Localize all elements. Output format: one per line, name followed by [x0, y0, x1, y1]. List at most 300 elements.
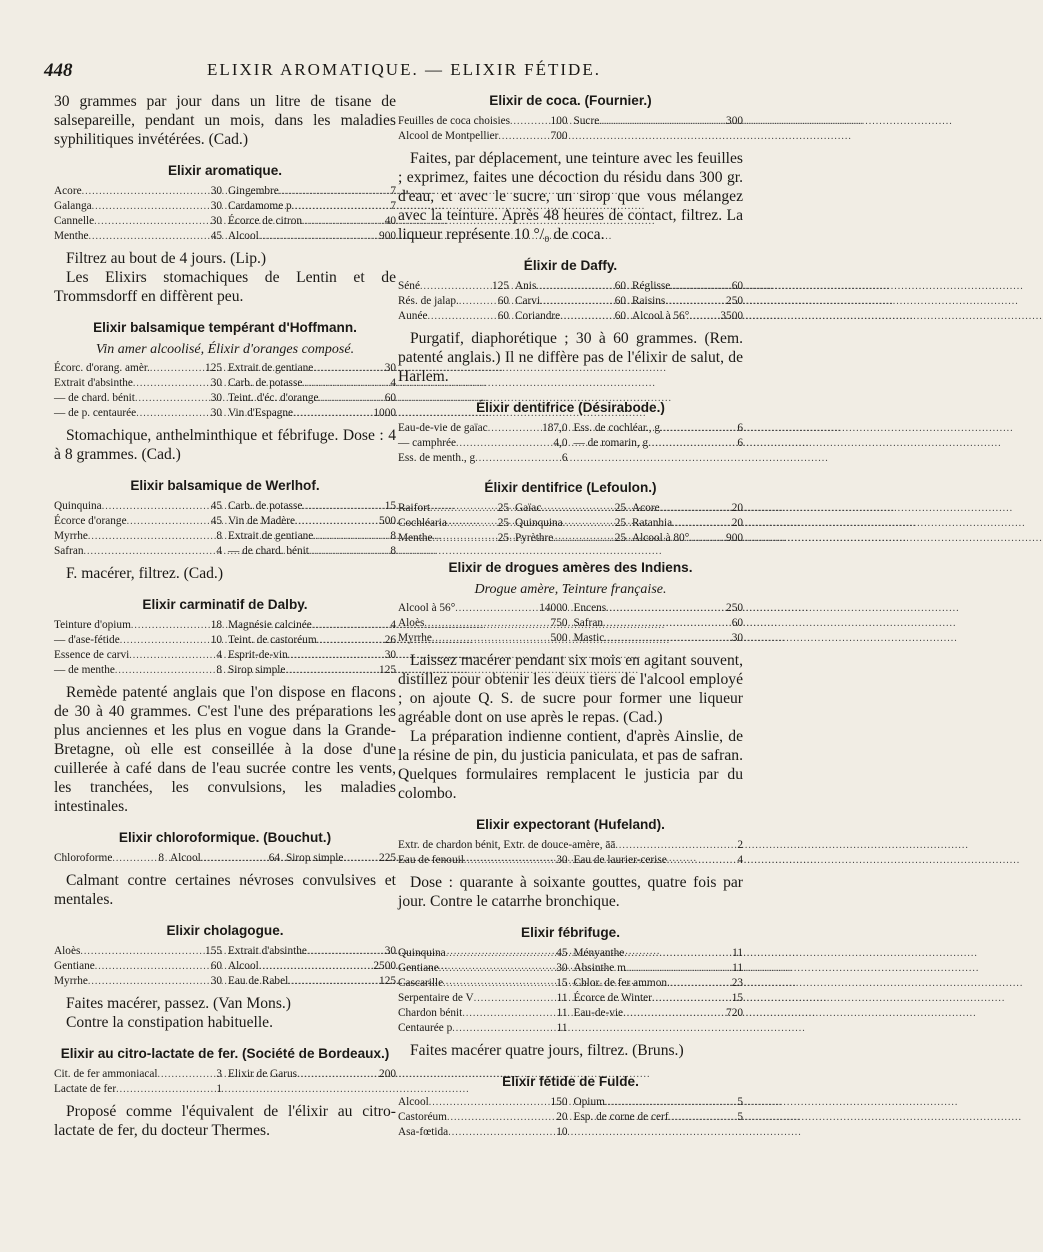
ingredient-cell: [54, 214, 228, 229]
ingredient-quantity: 7: [390, 185, 396, 197]
ingredient-quantity: 4,0: [553, 437, 568, 449]
ingredient-name: Eau-de-vie de gaïac: [398, 422, 488, 434]
ingredient-name: Alcool à 56°: [398, 602, 456, 614]
ingredient-name: Extrait de gentiane: [228, 362, 314, 374]
ingredient-cell: [398, 1006, 574, 1021]
paragraph: Dose : quarante à soixante gouttes, quatre fois par jour. Contre le catarrhe bronchique.: [398, 874, 743, 910]
ingredient-cell: [632, 294, 743, 309]
recipe-row: [54, 959, 396, 974]
ingredient-name: Raisins: [632, 295, 666, 307]
recipe-row: [398, 421, 743, 436]
dot-leader: [540, 294, 613, 309]
ingredient-quantity: 26: [384, 634, 396, 646]
ingredient-cell: [398, 129, 574, 144]
ingredient-cell: [54, 618, 228, 633]
recipe-row: [398, 838, 743, 853]
ingredient-quantity: 25: [614, 517, 626, 529]
dot-leader: [462, 1006, 554, 1021]
ingredient-name: Safran: [54, 545, 84, 557]
ingredient-quantity: 60: [384, 392, 396, 404]
recipe-row: [398, 616, 743, 631]
ingredient-quantity: 11: [732, 947, 743, 959]
dot-leader: [474, 991, 555, 1006]
dot-leader: [452, 1021, 554, 1036]
ingredient-quantity: 125: [379, 975, 396, 987]
dot-leader: [313, 529, 388, 544]
ingredient-quantity: 60: [210, 960, 222, 972]
ingredient-cell: [574, 853, 744, 868]
ingredient-quantity: 15: [384, 500, 396, 512]
ingredient-name: Menthe: [54, 230, 89, 242]
ingredient-name: Séné: [398, 280, 420, 292]
ingredient-cell: [54, 391, 228, 406]
ingredient-quantity: 30: [210, 200, 222, 212]
ingredient-cell: [398, 961, 574, 976]
recipe-table: [398, 279, 743, 324]
ingredient-cell: [398, 421, 574, 436]
recipe-row: [398, 531, 743, 546]
ingredient-name: Vin d'Espagne: [228, 407, 294, 419]
recipe-row: [54, 544, 396, 559]
ingredient-quantity: 30: [556, 962, 568, 974]
section-heading: Elixir chloroformique. (Bouchut.): [118, 830, 332, 845]
ingredient-name: Alcool à 56°: [632, 310, 690, 322]
dot-leader: [660, 421, 735, 436]
ingredient-name: Cardamome p: [228, 200, 292, 212]
ingredient-cell: [632, 309, 743, 324]
recipe-table: [54, 1067, 396, 1097]
ingredient-cell: [574, 1095, 744, 1110]
ingredient-quantity: 125: [205, 362, 222, 374]
recipe-row: [398, 451, 743, 466]
section-heading: Élixir dentifrice (Désirabode.): [476, 400, 665, 415]
ingredient-cell: [228, 184, 396, 199]
ingredient-name: Écorce d'orange: [54, 515, 127, 527]
dot-leader: [670, 279, 729, 294]
section-heading: Élixir de Daffy.: [523, 258, 618, 273]
dot-leader: [158, 1067, 215, 1082]
dot-leader: [447, 1110, 554, 1125]
ingredient-cell: [54, 529, 228, 544]
ingredient-cell: [228, 499, 396, 514]
ingredient-quantity: 60: [497, 295, 509, 307]
ingredient-cell: [54, 959, 228, 974]
ingredient-cell: [54, 199, 228, 214]
dot-leader: [448, 1125, 554, 1140]
recipe-row: [398, 516, 743, 531]
dot-leader: [129, 648, 214, 663]
ingredient-name: Ess. de cochléar., g: [573, 422, 661, 434]
ingredient-name: Alcool: [228, 960, 259, 972]
recipe-row: [398, 601, 743, 616]
dot-leader: [302, 214, 383, 229]
ingredient-name: Menthe: [398, 532, 433, 544]
ingredient-cell: [398, 114, 574, 129]
section-heading: Elixir fébrifuge.: [521, 925, 620, 940]
ingredient-cell: [632, 279, 743, 294]
ingredient-name: Mastic: [573, 632, 605, 644]
ingredient-cell: [398, 601, 574, 616]
dot-leader: [297, 1067, 377, 1082]
ingredient-cell: [228, 1082, 396, 1097]
ingredient-name: Gentiane: [398, 962, 439, 974]
ingredient-name: Cit. de fer ammoniacal: [54, 1068, 158, 1080]
ingredient-quantity: 30: [384, 362, 396, 374]
ingredient-cell: [54, 851, 170, 866]
ingredient-cell: [398, 1110, 574, 1125]
ingredient-quantity: 11: [556, 1022, 568, 1034]
recipe-row: [54, 944, 396, 959]
ingredient-cell: [54, 944, 228, 959]
dot-leader: [429, 1095, 549, 1110]
recipe-row: [398, 976, 743, 991]
ingredient-cell: [515, 501, 632, 516]
dot-leader: [295, 514, 377, 529]
ingredient-quantity: 3: [216, 1068, 222, 1080]
ingredient-name: Magnésie calcinée: [228, 619, 312, 631]
recipe-row: [54, 514, 396, 529]
recipe-table: [398, 601, 743, 646]
ingredient-quantity: 900: [726, 532, 743, 544]
ingredient-quantity: 4: [390, 619, 396, 631]
ingredient-cell: [574, 976, 744, 991]
ingredient-quantity: 25: [497, 502, 509, 514]
ingredient-cell: [54, 663, 228, 678]
ingredient-cell: [398, 631, 574, 646]
ingredient-name: Raifort: [398, 502, 430, 514]
dot-leader: [259, 959, 372, 974]
ingredient-quantity: 300: [726, 115, 743, 127]
dot-leader: [80, 944, 203, 959]
ingredient-cell: [398, 309, 515, 324]
ingredient-cell: [228, 199, 396, 214]
ingredient-quantity: 11: [556, 1007, 568, 1019]
ingredient-name: Écorc. d'orang. amèr.: [54, 362, 150, 374]
dot-leader: [343, 851, 377, 866]
ingredient-quantity: 8: [216, 664, 222, 676]
ingredient-quantity: 2: [737, 839, 743, 851]
ingredient-quantity: 4: [390, 377, 396, 389]
ingredient-cell: [286, 851, 396, 866]
dot-leader: [443, 976, 554, 991]
ingredient-cell: [54, 1082, 228, 1097]
ingredient-name: Teint. d'éc. d'orange: [228, 392, 319, 404]
ingredient-quantity: 30: [384, 649, 396, 661]
ingredient-name: Gingembre: [228, 185, 279, 197]
ingredient-quantity: 4: [737, 854, 743, 866]
ingredient-cell: [574, 451, 744, 466]
ingredient-cell: [398, 946, 574, 961]
ingredient-cell: [228, 974, 396, 989]
ingredient-name: Extrait d'absinthe: [228, 945, 307, 957]
paragraph: Contre la constipation habituelle.: [66, 1014, 273, 1031]
dot-leader: [605, 1095, 735, 1110]
recipe-row: [54, 406, 396, 421]
ingredient-cell: [54, 184, 228, 199]
section-heading: Elixir balsamique tempérant d'Hoffmann.: [93, 320, 357, 335]
ingredient-quantity: 2500: [373, 960, 396, 972]
ingredient-name: Eau de Rabel: [228, 975, 289, 987]
ingredient-quantity: 500: [550, 632, 568, 644]
dot-leader: [670, 976, 730, 991]
paragraph: Stomachique, anthelminthique et fébrifuge. Dose : 4 à 8 grammes. (Cad.): [54, 427, 396, 463]
ingredient-quantity: 700: [550, 130, 568, 142]
recipe-row: [398, 294, 743, 309]
ingredient-cell: [228, 633, 396, 648]
ingredient-cell: [228, 376, 396, 391]
ingredient-cell: [574, 631, 744, 646]
ingredient-cell: [228, 1067, 396, 1082]
ingredient-name: Feuilles de coca choisies: [398, 115, 510, 127]
ingredient-name: Alcool à 80°: [632, 532, 690, 544]
dot-leader: [88, 974, 209, 989]
ingredient-quantity: 20: [731, 517, 743, 529]
ingredient-name: Alcool de Montpellier: [398, 130, 499, 142]
ingredient-quantity: 30: [384, 945, 396, 957]
dot-leader: [92, 199, 209, 214]
ingredient-cell: [574, 129, 744, 144]
ingredient-name: Eau de fenouil: [398, 854, 464, 866]
section-heading: Elixir de coca. (Fournier.): [489, 93, 652, 108]
ingredient-name: — de chard. bénit: [54, 392, 135, 404]
ingredient-name: Cochléaria: [398, 517, 447, 529]
dot-leader: [82, 184, 209, 199]
recipe-table: [398, 421, 743, 466]
ingredient-name: Centaurée p: [398, 1022, 453, 1034]
ingredient-cell: [228, 391, 396, 406]
paragraph: Remède patenté anglais que l'on dispose en flacons de 30 à 40 grammes. C'est l'une des préparations les plus anciennes et les plus en vogue dans la Grande-Bretagne, où elle est conseillée à la dose d'une cuillerée à café dans de l'eau sucrée contre les vents, les tranchées, les convulsions, les maladies intestinales.: [54, 684, 396, 815]
ingredient-name: Extr. de chardon bénit, Extr. de douce-amère, āā: [398, 839, 616, 851]
ingredient-name: Lactate de fer: [54, 1083, 117, 1095]
dot-leader: [455, 601, 537, 616]
ingredient-quantity: 8: [216, 530, 222, 542]
ingredient-name: — de menthe: [54, 664, 115, 676]
ingredient-cell: [574, 1125, 744, 1140]
ingredient-cell: [398, 516, 515, 531]
ingredient-name: Quinquina: [515, 517, 563, 529]
ingredient-name: Asa-fœtida: [398, 1126, 449, 1138]
ingredient-name: Carvi: [515, 295, 541, 307]
ingredient-name: Quinquina: [54, 500, 102, 512]
ingredient-name: Écorce de Winter: [573, 992, 652, 1004]
ingredient-name: Myrrhe: [54, 975, 88, 987]
ingredient-name: Alcool: [398, 1096, 429, 1108]
ingredient-cell: [574, 961, 744, 976]
dot-leader: [624, 946, 730, 961]
ingredient-cell: [54, 499, 228, 514]
ingredient-quantity: 30: [556, 854, 568, 866]
ingredient-name: Myrrhe: [54, 530, 88, 542]
dot-leader: [665, 294, 724, 309]
ingredient-quantity: 25: [497, 532, 509, 544]
recipe-row: [54, 391, 396, 406]
ingredient-name: Alcool: [228, 230, 259, 242]
ingredient-name: Eau-de-vie: [573, 1007, 624, 1019]
ingredient-name: Esprit-de-vin: [228, 649, 288, 661]
dot-leader: [433, 531, 496, 546]
ingredient-name: Teint. de castoréum: [228, 634, 317, 646]
section-heading: Elixir expectorant (Hufeland).: [476, 817, 665, 832]
ingredient-quantity: 225: [379, 852, 396, 864]
ingredient-name: Teinture d'opium: [54, 619, 131, 631]
dot-leader: [626, 961, 730, 976]
ingredient-quantity: 30: [210, 185, 222, 197]
dot-leader: [603, 616, 730, 631]
recipe-row: [398, 991, 743, 1006]
dot-leader: [669, 1110, 736, 1125]
ingredient-quantity: 60: [731, 617, 743, 629]
ingredient-name: Anis: [515, 280, 537, 292]
ingredient-quantity: 8: [390, 545, 396, 557]
ingredient-cell: [398, 279, 515, 294]
dot-leader: [606, 601, 724, 616]
ingredient-cell: [574, 991, 744, 1006]
ingredient-cell: [54, 361, 228, 376]
dot-leader: [427, 309, 495, 324]
ingredient-name: Rés. de jalap.: [398, 295, 459, 307]
right-column: [398, 92, 743, 1145]
recipe-row: [54, 648, 396, 663]
ingredient-cell: [574, 946, 744, 961]
ingredient-quantity: 6: [737, 422, 743, 434]
ingredient-quantity: 30: [210, 392, 222, 404]
dot-leader: [259, 229, 377, 244]
recipe-row: [54, 851, 396, 866]
ingredient-name: Ményanthe: [573, 947, 625, 959]
ingredient-quantity: 187,0: [542, 422, 568, 434]
ingredient-cell: [54, 633, 228, 648]
ingredient-name: Acore: [54, 185, 82, 197]
dot-leader: [456, 436, 551, 451]
ingredient-cell: [632, 516, 743, 531]
dot-leader: [464, 853, 554, 868]
ingredient-name: Elixir de Garus: [228, 1068, 298, 1080]
ingredient-name: Gaïac: [515, 502, 542, 514]
ingredient-cell: [54, 229, 228, 244]
dot-leader: [136, 406, 209, 421]
ingredient-name: Galanga: [54, 200, 92, 212]
ingredient-cell: [632, 531, 743, 546]
ingredient-quantity: 125: [492, 280, 509, 292]
ingredient-cell: [54, 544, 228, 559]
ingredient-quantity: 45: [210, 515, 222, 527]
ingredient-cell: [228, 944, 396, 959]
section-subheading: Drogue amère, Teinture française.: [474, 582, 667, 597]
recipe-row: [54, 229, 396, 244]
ingredient-quantity: 8: [158, 852, 164, 864]
recipe-row: [398, 501, 743, 516]
ingredient-quantity: 11: [556, 992, 568, 1004]
recipe-table: [54, 184, 396, 244]
ingredient-cell: [228, 229, 396, 244]
dot-leader: [510, 114, 549, 129]
ingredient-cell: [574, 1006, 744, 1021]
dot-leader: [133, 376, 209, 391]
dot-leader: [318, 391, 382, 406]
ingredient-cell: [398, 991, 574, 1006]
ingredient-name: Aloès: [54, 945, 81, 957]
dot-leader: [112, 851, 156, 866]
recipe-row: [54, 529, 396, 544]
recipe-table: [54, 499, 396, 559]
ingredient-cell: [54, 1067, 228, 1082]
ingredient-cell: [398, 436, 574, 451]
dot-leader: [302, 376, 388, 391]
ingredient-quantity: 20: [556, 1111, 568, 1123]
ingredient-name: Sirop simple: [228, 664, 286, 676]
ingredient-name: — camphrée: [398, 437, 457, 449]
ingredient-quantity: 25: [614, 532, 626, 544]
ingredient-name: — de p. centaurée: [54, 407, 137, 419]
ingredient-cell: [515, 531, 632, 546]
ingredient-name: Encens: [573, 602, 607, 614]
ingredient-quantity: 6: [561, 452, 568, 464]
dot-leader: [120, 633, 209, 648]
recipe-row: [54, 1067, 396, 1082]
ingredient-cell: [515, 516, 632, 531]
ingredient-quantity: 45: [556, 947, 568, 959]
ingredient-name: Chloroforme: [54, 852, 113, 864]
ingredient-cell: [632, 501, 743, 516]
running-head: [44, 60, 764, 90]
dot-leader: [201, 851, 267, 866]
ingredient-cell: [574, 601, 744, 616]
section-heading: Elixir fétide de Fulde.: [502, 1074, 639, 1089]
ingredient-quantity: 60: [614, 310, 626, 322]
ingredient-name: Serpentaire de V: [398, 992, 474, 1004]
recipe-table: [398, 1095, 743, 1140]
ingredient-quantity: 4: [216, 649, 222, 661]
ingredient-quantity: 6: [737, 437, 743, 449]
paragraph: 30 grammes par jour dans un litre de tisane de salsepareille, pendant un mois, dans les maladies syphilitiques invétérées. (Cad.): [54, 93, 396, 148]
paragraph: Faites macérer quatre jours, filtrez. (Bruns.): [410, 1042, 684, 1059]
dot-leader: [689, 309, 718, 324]
ingredient-name: Essence de carvi: [54, 649, 130, 661]
recipe-table: [54, 851, 396, 866]
ingredient-name: Carb. de potasse: [228, 377, 303, 389]
ingredient-cell: [228, 214, 396, 229]
ingredient-quantity: 60: [497, 310, 509, 322]
dot-leader: [95, 959, 209, 974]
recipe-row: [398, 114, 743, 129]
ingredient-quantity: 30: [210, 407, 222, 419]
ingredient-quantity: 30: [210, 377, 222, 389]
ingredient-name: Sirop simple: [286, 852, 344, 864]
paragraph: Faites macérer, passez. (Van Mons.): [66, 995, 291, 1012]
dot-leader: [604, 631, 729, 646]
ingredient-name: Myrrhe: [398, 632, 432, 644]
ingredient-quantity: 30: [731, 632, 743, 644]
recipe-row: [54, 376, 396, 391]
ingredient-quantity: 900: [379, 230, 396, 242]
ingredient-quantity: 23: [731, 977, 743, 989]
dot-leader: [307, 944, 383, 959]
recipe-row: [398, 279, 743, 294]
ingredient-quantity: 15: [731, 992, 743, 1004]
recipe-row: [398, 1006, 743, 1021]
dot-leader: [102, 499, 209, 514]
dot-leader: [302, 499, 382, 514]
ingredient-quantity: 40: [384, 215, 396, 227]
dot-leader: [536, 279, 612, 294]
paragraph: Proposé comme l'équivalent de l'élixir au citro-lactate de fer, du docteur Thermes.: [54, 1103, 396, 1139]
ingredient-cell: [574, 616, 744, 631]
recipe-table: [54, 618, 396, 678]
ingredient-name: Absinthe m: [573, 962, 626, 974]
ingredient-quantity: 1000: [373, 407, 396, 419]
ingredient-quantity: 150: [550, 1096, 568, 1108]
dot-leader: [599, 114, 724, 129]
